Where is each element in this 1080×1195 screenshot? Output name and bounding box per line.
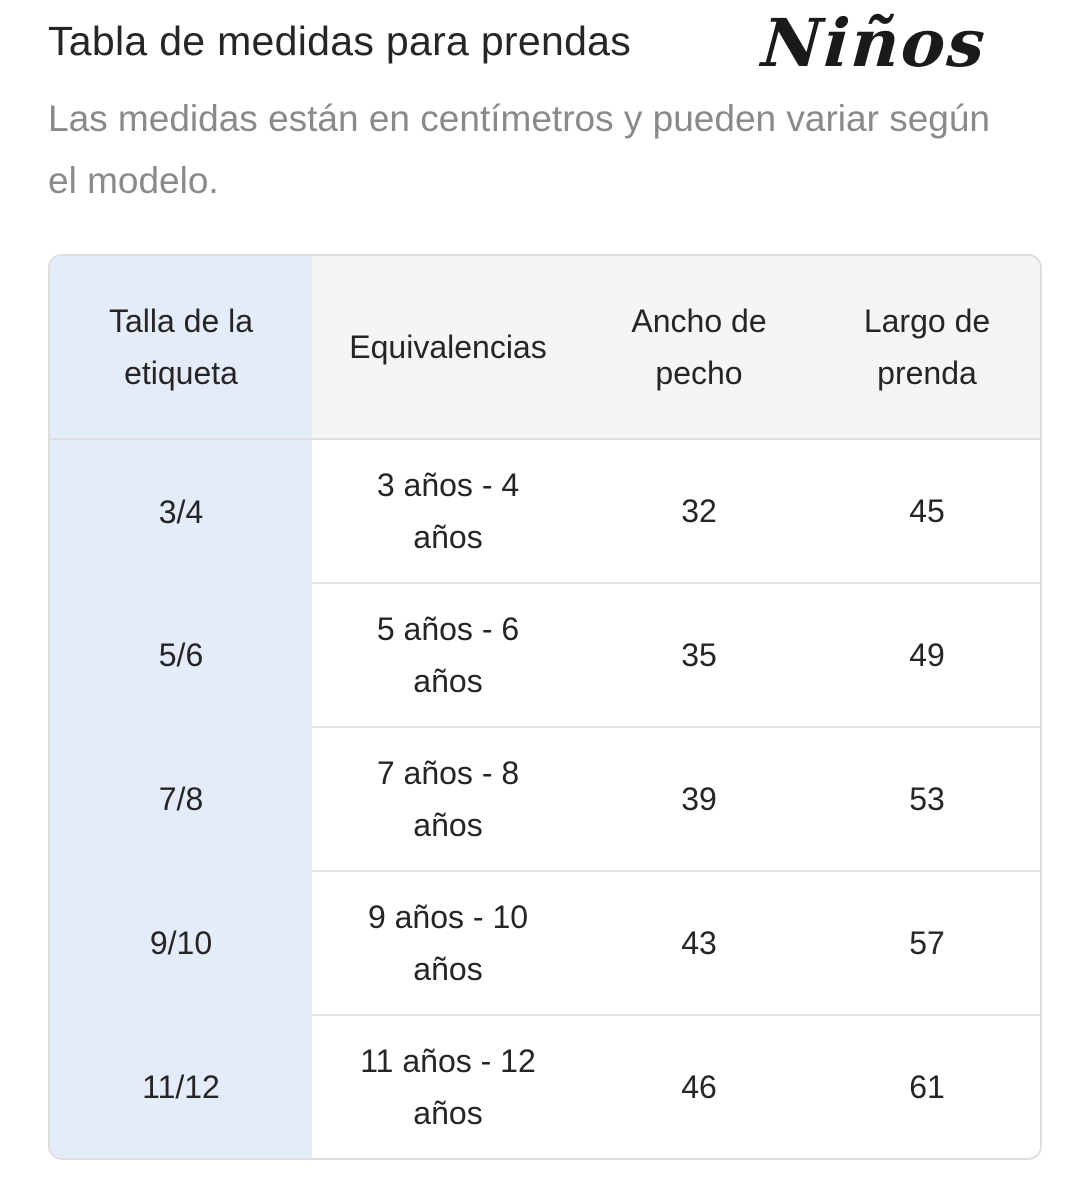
cell-equivalencia — [312, 439, 584, 583]
cell-largo: 49 — [814, 583, 1040, 727]
cell-talla: 5/6 — [50, 583, 312, 727]
cell-equivalencia — [312, 871, 584, 1015]
page-subtitle: Las medidas están en centímetros y pueden variar según el modelo. — [48, 98, 991, 201]
handwritten-label: Niños — [759, 4, 990, 82]
table-row — [50, 871, 1040, 1015]
table-row — [50, 583, 1040, 727]
cell-equivalencia — [312, 727, 584, 871]
table-row — [50, 727, 1040, 871]
cell-equivalencia-text: 11 años - 12 años — [360, 1043, 536, 1131]
column-header-largo: Largo de prenda — [814, 256, 1040, 439]
cell-largo: 57 — [814, 871, 1040, 1015]
cell-ancho: 39 — [584, 727, 814, 871]
cell-talla: 7/8 — [50, 727, 312, 871]
cell-talla: 9/10 — [50, 871, 312, 1015]
column-header-ancho: Ancho de pecho — [584, 256, 814, 439]
cell-equivalencia-text: 5 años - 6 años — [376, 611, 520, 699]
table-row — [50, 1015, 1040, 1158]
cell-largo: 53 — [814, 727, 1040, 871]
column-header-talla: Talla de la etiqueta — [50, 256, 312, 439]
cell-ancho: 32 — [584, 439, 814, 583]
table-row — [50, 439, 1040, 583]
cell-ancho: 35 — [584, 583, 814, 727]
cell-talla: 11/12 — [50, 1015, 312, 1158]
size-table — [50, 256, 1040, 1158]
table-header-row — [50, 256, 1040, 439]
cell-equivalencia — [312, 1015, 584, 1158]
size-table-container — [48, 254, 1042, 1160]
cell-equivalencia-text: 9 años - 10 años — [367, 899, 529, 987]
cell-equivalencia-text: 7 años - 8 años — [376, 755, 520, 843]
cell-ancho: 46 — [681, 1069, 717, 1105]
cell-equivalencia — [312, 583, 584, 727]
page-title: Tabla de medidas para prendas — [48, 18, 632, 64]
cell-equivalencia-text: 3 años - 4 años — [376, 467, 520, 555]
cell-ancho: 43 — [584, 871, 814, 1015]
cell-largo: 61 — [909, 1069, 945, 1105]
column-header-equivalencias: Equivalencias — [312, 256, 584, 439]
cell-talla: 3/4 — [50, 439, 312, 583]
cell-largo: 45 — [814, 439, 1040, 583]
